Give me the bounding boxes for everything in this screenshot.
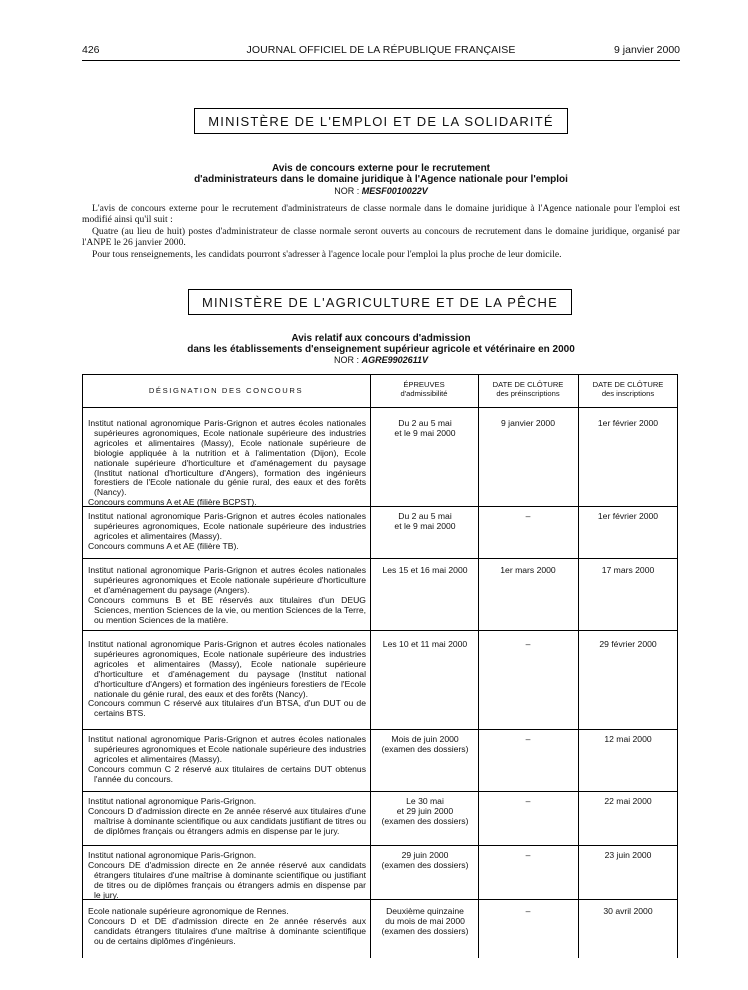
table-row-preinscriptions: – — [525, 511, 531, 521]
table-row-designation — [88, 851, 366, 901]
avis-title-line1: Avis de concours externe pour le recrutement — [271, 163, 491, 174]
table-row-designation — [88, 797, 366, 837]
header-epreuves-line1: ÉPREUVES — [403, 380, 445, 389]
row-divider — [82, 729, 678, 730]
epreuves-text: (examen des dossiers) — [381, 925, 469, 936]
designation-text: Concours DE d'admission directe en 2e année réservé aux candidats étrangers titulaires d'une maîtrise à dominante scientifique ou justifiant de titres ou de diplômes français ou étrangers admis en dispense par le jury. — [88, 859, 366, 900]
table-row-epreuves — [372, 735, 478, 755]
epreuves-text: Le 30 mai — [406, 796, 444, 806]
avis-title-line1: Avis relatif aux concours d'admission — [291, 333, 471, 344]
epreuves-text: et le 9 mai 2000 — [394, 520, 456, 531]
ministry-title-agriculture: MINISTÈRE DE L'AGRICULTURE ET DE LA PÊCHE — [188, 289, 572, 315]
epreuves-text: et 29 juin 2000 — [396, 805, 454, 816]
avis-title-line2: d'administrateurs dans le domaine juridique à l'Agence nationale pour l'emploi — [194, 174, 568, 185]
header-inscriptions — [578, 381, 678, 398]
table-row-designation — [88, 419, 366, 508]
header-rule — [82, 60, 680, 61]
paragraph: Quatre (au lieu de huit) postes d'administrateur de classe normale seront ouverts au concours de recrutement dans le domaine juridique, organisé par l'ANPE le 26 janvier 2000. — [82, 225, 680, 249]
epreuves-text: Les 10 et 11 mai 2000 — [382, 639, 468, 649]
table-row-inscriptions: 29 février 2000 — [599, 639, 657, 649]
designation-text: Ecole nationale supérieure agronomique de Rennes. — [88, 906, 289, 916]
table-row-epreuves — [372, 907, 478, 937]
designation-text: Concours commun C réservé aux titulaires d'un BTSA, d'un DUT ou de certains BTS. — [88, 698, 366, 719]
designation-text: Institut national agronomique Paris-Grignon et autres écoles nationales supérieures agronomiques, Ecole nationale supérieure des industries agricoles et alimentaires (Massy), Ecole nationale supérieure de biologie appliquée à la nutrition et à l'alimentation (Dijon), Ecole nationale supérieure d'horticulture et d'aménagement du paysage (Institut national d'horticulture d'Angers), formation des ingénieurs forestiers de l'Ecole nationale du génie rural, des eaux et des forêts (Nancy). — [88, 418, 366, 498]
designation-text: Concours communs B et BE réservés aux titulaires d'un DEUG Sciences, mention Sciences de la vie, ou mention Sciences de la Terre, ou mention Sciences de la matière. — [88, 594, 366, 625]
table-row-designation — [88, 735, 366, 785]
table-row-epreuves — [372, 851, 478, 871]
avis-title-concours — [82, 333, 680, 355]
table-row-preinscriptions: – — [525, 850, 531, 860]
column-divider — [370, 374, 371, 958]
table-row-preinscriptions: – — [525, 906, 531, 916]
avis-title-line2: dans les établissements d'enseignement supérieur agricole et vétérinaire en 2000 — [187, 344, 575, 355]
row-divider — [82, 558, 678, 559]
nor-reference-concours — [82, 355, 680, 365]
epreuves-text: Du 2 au 5 mai — [398, 511, 452, 521]
epreuves-text: (examen des dossiers) — [381, 815, 469, 826]
table-row-preinscriptions: – — [525, 734, 531, 744]
header-preinscriptions-line1: DATE DE CLÔTURE — [492, 380, 564, 389]
header-preinscriptions-line2: des préinscriptions — [496, 388, 560, 398]
designation-text: Concours D d'admission directe en 2e année réservé aux titulaires d'une maîtrise à dominante scientifique ou aux candidats justifiant de titres ou de diplômes français ou étrangers admis en dispense par le jury. — [88, 805, 366, 836]
table-row-inscriptions: 1er février 2000 — [597, 418, 659, 428]
table-row-designation — [88, 512, 366, 552]
designation-text: Concours commun C 2 réservé aux titulaires de certains DUT obtenus l'année du concours. — [88, 763, 366, 784]
header-epreuves — [370, 381, 478, 398]
row-divider — [82, 407, 678, 408]
table-row-preinscriptions: 1er mars 2000 — [500, 565, 556, 575]
table-row-epreuves — [372, 797, 478, 827]
row-divider — [82, 630, 678, 631]
table-row-epreuves — [372, 419, 478, 439]
epreuves-text: Deuxième quinzaine — [386, 906, 464, 916]
header-inscriptions-line2: des inscriptions — [601, 388, 655, 398]
avis-body-anpe — [82, 203, 680, 260]
table-row-preinscriptions: – — [525, 796, 531, 806]
epreuves-text: (examen des dossiers) — [381, 743, 469, 754]
designation-text: Institut national agronomique Paris-Grignon et autres écoles nationales supérieures agronomiques, Ecole nationale supérieure des industries agricoles et alimentaires (Massy), Ecole nationale supérieure d'horticulture et d'aménagement du paysage (Institut national d'horticulture d'Angers) et formation des ingénieurs forestiers de l'Ecole nationale du génie rural, des eaux et des forêts (Nancy). — [88, 639, 366, 699]
epreuves-text: du mois de mai 2000 — [385, 915, 465, 926]
running-header — [82, 44, 680, 60]
designation-text: Institut national agronomique Paris-Grignon. — [88, 796, 257, 806]
row-divider — [82, 845, 678, 846]
epreuves-text: et le 9 mai 2000 — [394, 427, 456, 438]
header-preinscriptions — [478, 381, 578, 398]
epreuves-text: Mois de juin 2000 — [391, 734, 459, 744]
epreuves-text: Du 2 au 5 mai — [398, 418, 452, 428]
table-row-designation — [88, 907, 366, 947]
designation-text: Institut national agronomique Paris-Grignon et autres écoles nationales supérieures agronomiques et Ecole nationale supérieure d'horticulture et d'aménagement du paysage (Angers). — [88, 565, 366, 595]
page-number: 426 — [82, 44, 100, 56]
table-row-inscriptions: 23 juin 2000 — [604, 850, 652, 860]
table-row-preinscriptions: – — [525, 639, 531, 649]
table-row-designation — [88, 566, 366, 625]
epreuves-text: (examen des dossiers) — [381, 859, 469, 870]
designation-text: Concours communs A et AE (filière TB). — [88, 540, 239, 551]
avis-title-anpe — [82, 163, 680, 185]
header-designation: DÉSIGNATION DES CONCOURS — [148, 386, 304, 395]
designation-text: Institut national agronomique Paris-Grignon et autres écoles nationales supérieures agronomiques et Ecole nationale supérieure des industries agricoles et alimentaires (Massy). — [88, 734, 366, 764]
issue-date: 9 janvier 2000 — [614, 44, 680, 56]
designation-text: Concours communs A et AE (filière BCPST). — [88, 497, 257, 508]
table-row-inscriptions: 12 mai 2000 — [604, 734, 652, 744]
column-divider — [578, 374, 579, 958]
designation-text: Institut national agronomique Paris-Grignon et autres écoles nationales supérieures agronomiques, Ecole nationale supérieure des industries agricoles et alimentaires (Massy). — [88, 511, 366, 541]
row-divider — [82, 791, 678, 792]
paragraph: Pour tous renseignements, les candidats pourront s'adresser à l'agence locale pour l'emploi la plus proche de leur domicile. — [92, 248, 562, 260]
ministry-title-emploi: MINISTÈRE DE L'EMPLOI ET DE LA SOLIDARITÉ — [194, 108, 568, 134]
designation-text: Institut national agronomique Paris-Grignon. — [88, 850, 257, 860]
table-row-epreuves — [372, 640, 478, 650]
table-row-inscriptions: 22 mai 2000 — [604, 796, 652, 806]
epreuves-text: 29 juin 2000 — [401, 850, 449, 860]
table-row-inscriptions: 17 mars 2000 — [601, 565, 655, 575]
header-inscriptions-line1: DATE DE CLÔTURE — [592, 380, 664, 389]
epreuves-text: Les 15 et 16 mai 2000 — [382, 565, 468, 575]
nor-code: AGRE9902611V — [361, 355, 428, 365]
table-row-epreuves — [372, 566, 478, 576]
table-row-inscriptions: 30 avril 2000 — [603, 906, 653, 916]
table-row-inscriptions: 1er février 2000 — [597, 511, 659, 521]
paragraph: L'avis de concours externe pour le recrutement d'administrateurs de classe normale dans le domaine juridique à l'Agence nationale pour l'emploi est modifié ainsi qu'il suit : — [82, 203, 680, 226]
column-divider — [478, 374, 479, 958]
table-row-preinscriptions: 9 janvier 2000 — [501, 418, 555, 428]
header-epreuves-line2: d'admissibilité — [400, 388, 448, 398]
nor-code: MESF0010022V — [361, 186, 428, 196]
table-row-designation — [88, 640, 366, 719]
nor-reference-anpe — [82, 186, 680, 196]
nor-label: NOR : — [334, 355, 360, 365]
nor-label: NOR : — [334, 186, 360, 196]
journal-title: JOURNAL OFFICIEL DE LA RÉPUBLIQUE FRANÇAISE — [246, 44, 516, 56]
designation-text: Concours D et DE d'admission directe en 2e année réservés aux candidats étrangers titulaires d'une maîtrise à dominante scientifique ou de certains diplômes d'ingénieurs. — [88, 915, 366, 946]
table-row-epreuves — [372, 512, 478, 532]
